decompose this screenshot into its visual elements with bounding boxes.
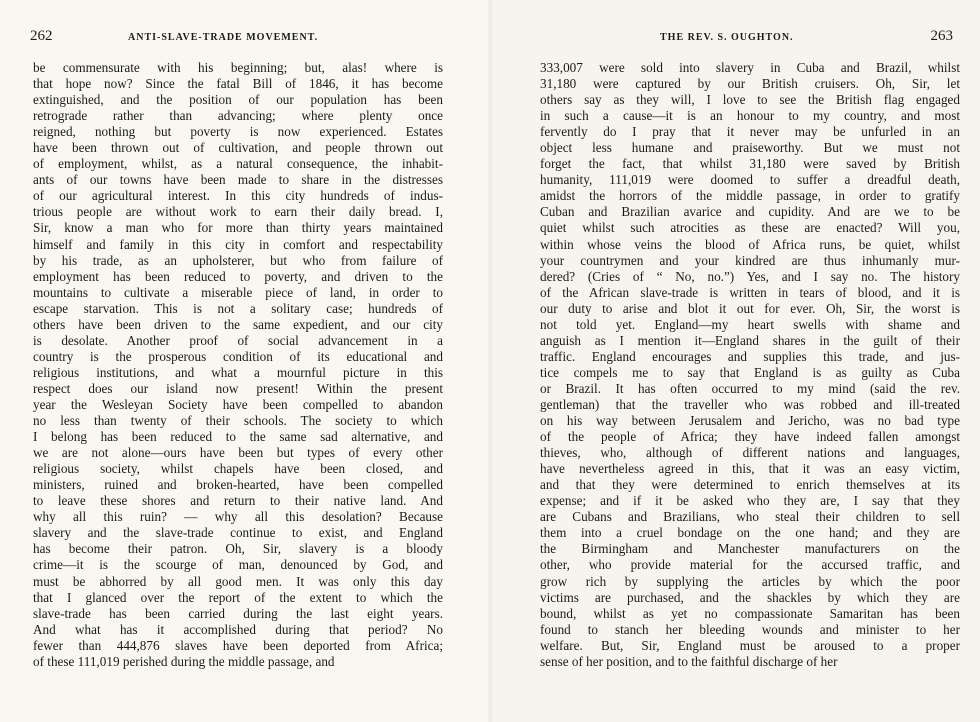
text-line: others say as they will, I love to see the British flag engaged (540, 92, 960, 108)
left-body-text (33, 60, 443, 670)
text-line: amidst the horrors of the middle passage, in order to gratify (540, 188, 960, 204)
text-line: forget the fact, that whilst 31,180 were saved by British (540, 156, 960, 172)
right-running-title: THE REV. S. OUGHTON. (660, 32, 794, 43)
right-body-text (540, 60, 960, 670)
text-line: that I glanced over the report of the extent to which the (33, 589, 443, 605)
right-page (490, 0, 980, 722)
left-running-head (30, 30, 442, 50)
text-line: welfare. But, Sir, England must be aroused to a proper (540, 637, 960, 653)
text-line: retrograde rather than advancing; where plenty once (33, 108, 443, 124)
text-line: respect does our island now present! Within the present (33, 380, 443, 396)
text-line: quiet whilst such atrocities as these are enacted? Will you, (540, 220, 960, 236)
text-line: thieves, who, although of different nations and languages, (540, 445, 960, 461)
text-line: within whose veins the blood of Africa runs, be quiet, whilst (540, 236, 960, 252)
text-line: has become their patron. Oh, Sir, slavery is a bloody (33, 541, 443, 557)
text-line: dered? (Cries of “ No, no.”) Yes, and I say no. The history (540, 268, 960, 284)
text-line: of the African slave-trade is written in tears of blood, and it is (540, 284, 960, 300)
text-line: victims are purchased, and the shackles by which they are (540, 589, 960, 605)
text-line: or Brazil. It has often occurred to my mind (said the rev. (540, 380, 960, 396)
text-line: your countrymen and your kindred are thus inhumanly mur- (540, 252, 960, 268)
text-line: object less humane and praiseworthy. But we must not (540, 140, 960, 156)
text-line: the Birmingham and Manchester manufacturers on the (540, 541, 960, 557)
text-line: ministers, ruined and broken-hearted, have been compelled (33, 477, 443, 493)
text-line: other, who provide material for the accursed traffic, and (540, 557, 960, 573)
text-line: expense; and if it be asked who they are, I say that they (540, 493, 960, 509)
text-line: we are not alone—ours have been but types of every other (33, 445, 443, 461)
text-line: not told yet. England—my heart swells with shame and (540, 316, 960, 332)
text-line: traffic. England encourages and supplies this trade, and jus- (540, 348, 960, 364)
text-line: himself and family in this city in comfort and respectability (33, 236, 443, 252)
text-line: 333,007 were sold into slavery in Cuba and Brazil, whilst (540, 60, 960, 75)
text-line: to leave these shores and return to their native land. And (33, 493, 443, 509)
book-gutter (487, 0, 493, 722)
text-line: escape starvation. This is not a solitary case; hundreds of (33, 300, 443, 316)
text-line: others have been driven to the same expedient, and our city (33, 316, 443, 332)
text-line: trious people are without work to earn their daily bread. I, (33, 204, 443, 220)
text-line: anguish as I mention it—England shares in the guilt of their (540, 332, 960, 348)
text-line: have nevertheless agreed in this, that it was an easy victim, (540, 461, 960, 477)
text-line: country is the prosperous condition of its educational and (33, 348, 443, 364)
text-line: them into a cruel bondage on the one hand; and they are (540, 525, 960, 541)
text-line: why all this ruin? — why all this desolation? Because (33, 509, 443, 525)
text-line: ants of our towns have been made to share in the distresses (33, 172, 443, 188)
left-running-title: ANTI-SLAVE-TRADE MOVEMENT. (128, 32, 319, 43)
text-line: bound, whilst as yet no compassionate Samaritan has been (540, 605, 960, 621)
text-line: Sir, know a man who for more than thirty years maintained (33, 220, 443, 236)
text-line: And what has it accomplished during that period? No (33, 621, 443, 637)
text-line: mountains to cultivate a miserable piece of land, in order to (33, 284, 443, 300)
text-line: extinguished, and the position of our population has been (33, 92, 443, 108)
text-line: found to stanch her bleeding wounds and minister to her (540, 621, 960, 637)
text-line: must be abhorred by all good men. It was only this day (33, 573, 443, 589)
text-line: religious institutions, and what a mournful picture in this (33, 364, 443, 380)
left-page-number: 262 (30, 28, 53, 44)
text-line: year the Wesleyan Society have been compelled to abandon (33, 396, 443, 412)
text-line: 31,180 were captured by our British cruisers. Oh, Sir, let (540, 76, 960, 92)
text-line: grow rich by supplying the articles by which the poor (540, 573, 960, 589)
text-line: fervently do I pray that it never may be unfurled in an (540, 124, 960, 140)
text-line: fewer than 444,876 slaves have been deported from Africa; (33, 637, 443, 653)
text-line: reigned, nothing but poverty is now experienced. Estates (33, 124, 443, 140)
text-line: humanity, 111,019 were doomed to suffer a dreadful death, (540, 172, 960, 188)
text-line: of the people of Africa; they have indeed fallen amongst (540, 429, 960, 445)
text-line: are Cubans and Brazilians, who steal their children to sell (540, 509, 960, 525)
text-line: religious society, whilst chapels have been closed, and (33, 461, 443, 477)
text-line: on his way between Jerusalem and Jericho, was no bad type (540, 413, 960, 429)
text-line: tice compels me to say that England is as guilty as Cuba (540, 364, 960, 380)
text-line: in such a cause—it is an honour to my country, and most (540, 108, 960, 124)
text-line: Cuban and Brazilian avarice and cupidity. And are we to be (540, 204, 960, 220)
text-line: and that they were determined to enrich themselves at its (540, 477, 960, 493)
text-line: have been thrown out of cultivation, and people thrown out (33, 140, 443, 156)
text-line: slavery and the slave-trade continue to exist, and England (33, 525, 443, 541)
text-line: by his trade, as an upholsterer, but who from failure of (33, 252, 443, 268)
text-line: our duty to arise and blot it out for ever. Oh, Sir, the worst is (540, 300, 960, 316)
text-line: gentleman) that the traveller who was robbed and ill-treated (540, 396, 960, 412)
text-line: I belong has been reduced to the same sad alternative, and (33, 429, 443, 445)
text-line: sense of her position, and to the faithful discharge of her (540, 653, 838, 669)
text-line: no less than twenty of their schools. The society to which (33, 413, 443, 429)
right-running-head (538, 30, 953, 50)
text-line: crime—it is the scourge of man, denounced by God, and (33, 557, 443, 573)
text-line: is desolate. Another proof of social advancement in a (33, 332, 443, 348)
text-line: of employment, whilst, as a natural consequence, the inhabit- (33, 156, 443, 172)
text-line: slave-trade has been carried during the last eight years. (33, 605, 443, 621)
text-line: of our agricultural interest. In this city hundreds of indus- (33, 188, 443, 204)
text-line: be commensurate with his beginning; but, alas! where is (33, 60, 443, 75)
text-line: that hope now? Since the fatal Bill of 1846, it has become (33, 76, 443, 92)
right-page-number: 263 (930, 28, 953, 44)
text-line: employment has been reduced to poverty, and driven to the (33, 268, 443, 284)
text-line: of these 111,019 perished during the middle passage, and (33, 653, 335, 669)
